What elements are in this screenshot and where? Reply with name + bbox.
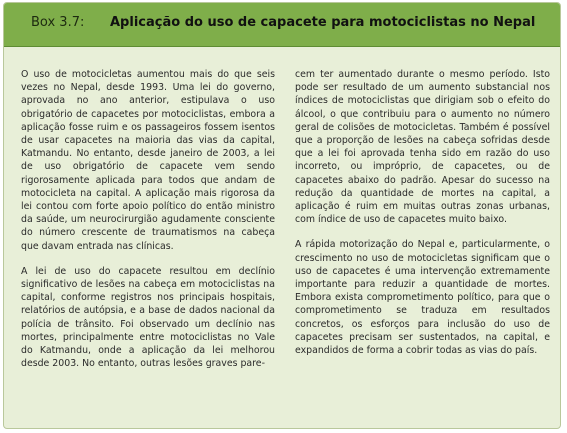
paragraph: A lei de uso do capacete resultou em declínio significativo de lesões na cabeça em motociclistas na capital, conforme registros nos principais hospitais, relatórios de autópsia, e a base de dados nacional da polícia de trânsito. Foi observado um declínio nas mortes, principalmente entre motociclistas no Vale do Katmandu, onde a aplicação da lei melhorou desde 2003. No entanto, outras lesões graves pare- <box>21 265 275 370</box>
text-box <box>3 2 561 429</box>
right-column <box>295 68 550 369</box>
paragraph: cem ter aumentado durante o mesmo período. Isto pode ser resultado de um aumento substancial nos índices de motociclistas que dirigiam sob o efeito do álcool, o que contribuiu para o aumento no número geral de colisões de motocicletas. Também é possível que a proporção de lesões na cabeça sofridas desde que a lei foi aprovada tenha sido em razão do uso incorreto, ou impróprio, de capacetes, ou de capacetes abaixo do padrão. Apesar do sucesso na redução da quantidade de mortes na capital, a aplicação é ruim em muitas outras zonas urbanas, com índice de uso de capacetes muito baixo. <box>295 69 550 226</box>
left-column <box>21 68 275 382</box>
paragraph: A rápida motorização do Nepal e, particularmente, o crescimento no uso de motocicletas significam que o uso de capacetes é uma intervenção extremamente importante para reduzir a quantidade de mortes. Embora exista comprometimento político, para que o comprometimento se traduza em resultados concretos, os esforços para inclusão do uso de capacetes precisam ser sustentados, na capital, e expandidos de forma a cobrir todas as vias do país. <box>295 239 550 357</box>
box-header <box>4 3 560 47</box>
box-title: Aplicação do uso de capacete para motociclistas no Nepal <box>110 15 536 30</box>
paragraph: O uso de motocicletas aumentou mais do que seis vezes no Nepal, desde 1993. Uma lei do governo, aprovada no ano anterior, estipulava o uso obrigatório de capacetes por motociclistas, embora a aplicação fosse ruim e os passageiros fossem isentos de usar capacetes na maioria das vias da capital, Katmandu. No entanto, desde janeiro de 2003, a lei de uso obrigatório de capacete vem sendo rigorosamente aplicada para todos que andam de motocicleta na capital. A aplicação mais rigorosa da lei contou com forte apoio político do então ministro da saúde, um neurocirurgião agudamente consciente do número crescente de traumatismos na cabeça que davam entrada nas clínicas. <box>21 69 275 252</box>
box-label: Box 3.7: <box>31 15 85 30</box>
